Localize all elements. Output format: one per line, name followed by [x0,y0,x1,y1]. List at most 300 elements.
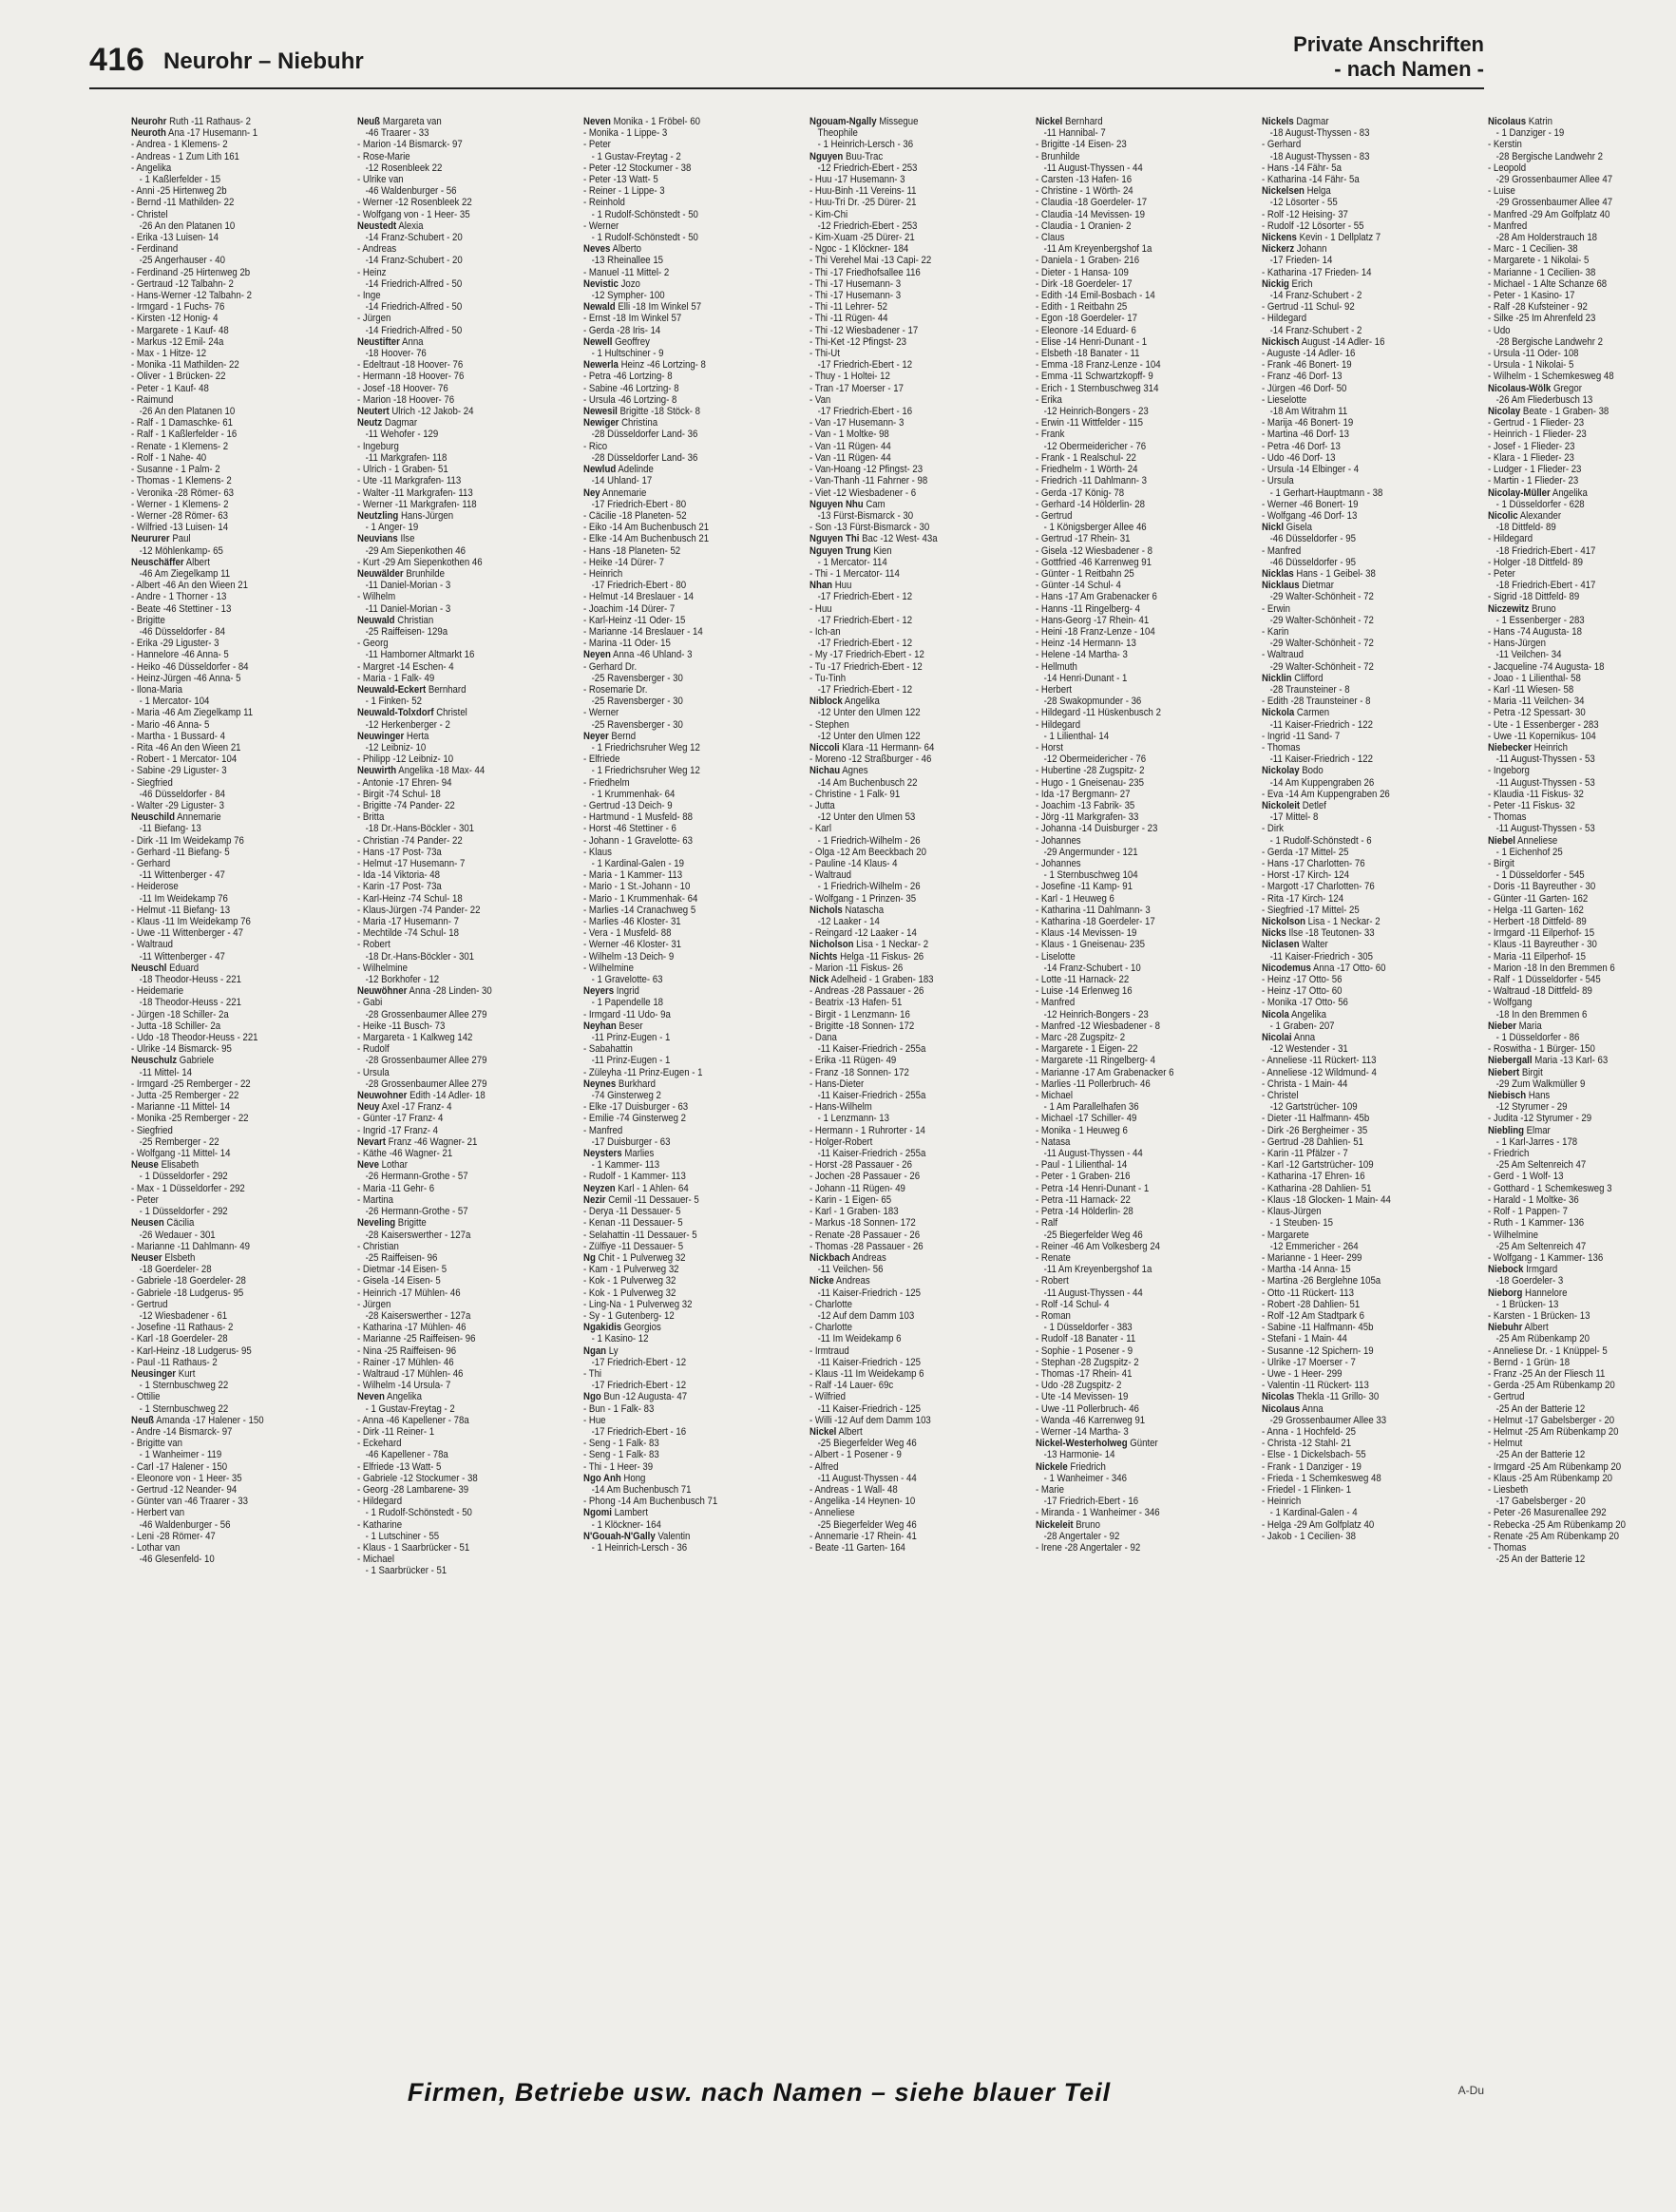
entry-detail: Alexia [396,219,424,232]
listing-entry: - Katharine [357,1518,403,1531]
listing-entry: - Andrea - 1 Klemens- 2 [131,139,228,151]
entry-detail: Missegue [876,116,919,127]
listing-entry: - Hans -17 Charlotten- 76 [1262,858,1365,869]
surname-entry [583,116,771,127]
listing-entry: - Vera - 1 Musfeld- 88 [583,927,672,940]
listing-entry: - Carsten -13 Hafen- 16 [1036,174,1133,186]
listing-entry: - Ida -14 Viktoria- 48 [357,869,440,882]
address-line: -74 Ginsterweg 2 [591,1090,661,1102]
listing-entry: - Karin [1262,625,1289,638]
address-line: -11 August-Thyssen - 53 [1495,776,1595,789]
listing-entry: - Michael [357,1554,395,1566]
surname-entry [1262,116,1450,127]
surname-entry [357,615,545,626]
listing-entry: - Christel [131,208,168,220]
listing-entry: - Pauline -14 Klaus- 4 [809,858,898,869]
surname-entry [583,1473,771,1484]
entry-detail: Huu [832,580,852,592]
listing-entry: - Irene -28 Angertaler - 92 [1036,1541,1141,1554]
listing-entry: - Katharina -17 Ehren- 16 [1262,1171,1365,1183]
entry-detail: Carmen [1294,707,1330,719]
listing-entry: - Gertrud [1488,1391,1525,1403]
surname-entry [1262,580,1450,591]
entry-detail: Elmar [1523,1124,1551,1136]
listing-entry: - Paul - 1 Lilienthal- 14 [1036,1159,1128,1172]
listing-entry: - Christel [1262,1090,1299,1102]
listing-entry: - Marion -18 In den Bremmen 6 [1488,962,1615,974]
entry-detail: Klara -11 Hermann- 64 [839,741,935,753]
surname-entry [357,1217,545,1229]
address-line: - 1 Papendelle 18 [591,997,664,1009]
listing-entry: - Gertrud -17 Rhein- 31 [1036,533,1131,545]
address-line: -18 Theodor-Heuss - 221 [139,997,241,1009]
surname: Nickele [1036,1460,1068,1473]
entry-detail: Bernd [608,730,637,742]
address-line: -25 Ravensberger - 30 [591,696,683,708]
address-line: - 1 Kasino- 12 [591,1333,649,1345]
address-line: -28 Angertaler - 92 [1043,1530,1120,1542]
listing-entry: - Sabine -46 Lortzing- 8 [583,382,679,394]
listing-entry: - Wilhelmine [1488,1229,1538,1241]
listing-entry: - Ralf [1036,1217,1057,1230]
listing-entry: - Ilona-Maria [131,683,183,696]
address-line: - 1 Rudolf-Schönstedt - 50 [591,208,698,220]
surname: Nguyen Thi [809,533,860,545]
listing-entry: - Horst -17 Kirch- 124 [1262,869,1349,882]
listing-entry: - My -17 Friedrich-Ebert - 12 [809,649,924,661]
surname: Nguyen [809,150,844,162]
address-line: -29 Walter-Schönheit - 72 [1269,660,1374,673]
entry-detail: Hans-Jürgen [398,509,454,522]
surname: Nicolaus [1488,116,1527,127]
surname-entry [1488,603,1676,615]
surname: Neuse [131,1159,159,1172]
listing-entry: - Karin -17 Post- 73a [357,881,442,893]
entry-detail: Annemarie [600,486,647,499]
surname: Newald [583,301,616,314]
listing-entry: - Robert -28 Dahlien- 51 [1262,1298,1361,1310]
listing-entry: - Helga -29 Am Golfplatz 40 [1262,1518,1375,1531]
surname: Ngouam-Ngally [809,116,877,127]
surname: Neutzling [357,509,399,522]
address-line: -25 Am Seltenreich 47 [1495,1240,1587,1252]
surname-entry [809,580,998,591]
listing-entry: - Udo -46 Dorf- 13 [1262,451,1336,464]
listing-entry: - Maria -11 Gehr- 6 [357,1182,435,1194]
listing-entry: - Alfred [809,1460,839,1473]
listing-entry: - Seng - 1 Falk- 83 [583,1449,659,1461]
listing-entry: - Friedhelm [583,776,630,789]
listing-entry: - Gertrud -13 Deich- 9 [583,799,673,811]
listing-entry: - Birgit [1488,858,1514,869]
listing-entry: - Josefine -11 Kamp- 91 [1036,881,1133,893]
listing-entry: - Erika -13 Luisen- 14 [131,232,219,244]
entry-detail: Bernhard [426,683,467,696]
surname-entry [809,499,998,510]
listing-entry: - Gertrud - 1 Flieder- 23 [1488,417,1585,429]
address-line: -12 Emmericher - 264 [1269,1240,1359,1252]
entry-detail: Heinz -46 Lortzing- 8 [618,359,706,372]
address-line: -11 Markgrafen- 118 [365,451,448,464]
entry-detail: Albert [836,1425,863,1438]
listing-entry: - Max - 1 Düsseldorfer - 292 [131,1182,245,1194]
surname: Nickisch [1262,335,1300,348]
address-line: -11 Am Kreyenbergshof 1a [1043,1264,1152,1276]
surname-entry [809,116,998,127]
listing-entry: - Silke -25 Im Ahrenfeld 23 [1488,313,1596,325]
listing-entry: - Katharina -17 Mühlen- 46 [357,1322,467,1334]
listing-entry: - Thomas -17 Rhein- 41 [1036,1367,1133,1380]
entry-detail: Johann [1294,243,1327,256]
listing-entry: - Ralf -14 Lauer- 69c [809,1380,894,1392]
listing-entry: - Dirk [1262,823,1284,835]
surname: Ngo Anh [583,1472,621,1484]
address-line: -14 Am Buchenbusch 71 [591,1483,692,1496]
listing-entry: - Katharina -11 Dahlmann- 3 [1036,904,1151,916]
surname: Newell [583,335,613,348]
surname: Neuroth [131,127,166,140]
surname-entry [1488,1125,1676,1136]
address-line: - 1 Kardinal-Galen - 4 [1269,1507,1358,1519]
surname: N'Gouah-N'Gally [583,1530,656,1542]
address-line: -11 Am Kreyenbergshof 1a [1043,243,1152,256]
listing-entry: - Friedel - 1 Flinken- 1 [1262,1483,1352,1496]
listing-entry: - Ling-Na - 1 Pulverweg 32 [583,1298,693,1310]
listing-entry: - Edith -28 Traunsteiner - 8 [1262,696,1371,708]
listing-entry: - Uwe -11 Wittenberger - 47 [131,927,243,940]
listing-entry: - Rudolf [357,1043,390,1056]
listing-entry: - Brigitte -14 Eisen- 23 [1036,139,1127,151]
address-line: -11 Prinz-Eugen - 1 [591,1055,671,1067]
entry-detail: Angelika [1288,1008,1326,1020]
listing-entry: - Ulrike -14 Bismarck- 95 [131,1043,232,1056]
listing-entry: - Angelika -14 Heynen- 10 [809,1496,916,1508]
entry-detail: Anna [1291,1032,1316,1044]
listing-entry: - Werner [583,707,619,719]
address-line: -17 Friedrich-Ebert - 12 [817,683,913,696]
address-line: -11 Kaiser-Friedrich - 125 [817,1402,921,1415]
listing-entry: - Anneliese -11 Rückert- 113 [1262,1055,1377,1067]
listing-entry: - Marie [1036,1483,1064,1496]
entry-detail: Hans - 1 Geibel- 38 [1293,567,1376,580]
listing-entry: - Annemarie -17 Rhein- 41 [809,1530,917,1542]
entry-detail: Anna -46 Uhland- 3 [610,649,693,661]
listing-column-6 [1262,116,1450,2054]
listing-entry: - Peter - 1 Graben- 216 [1036,1171,1131,1183]
address-line: - 1 Anger- 19 [365,522,419,534]
listing-entry: - Ralf -28 Kufsteiner - 92 [1488,301,1588,314]
listing-entry: - Werner -14 Martha- 3 [1036,1425,1129,1438]
listing-entry: - Van-Thanh -11 Fahrner - 98 [809,475,928,487]
listing-entry: - Marlies -46 Kloster- 31 [583,916,681,928]
address-line: - 1 Gustav-Freytag - 2 [591,150,681,162]
listing-entry: - Hildegard [1036,718,1081,731]
address-line: - 1 Gerhart-Hauptmann - 38 [1269,486,1383,499]
listing-entry: - Christine - 1 Wörth- 24 [1036,185,1133,198]
listing-entry: - Kerstin [1488,139,1522,151]
address-line: -28 Swakopmunder - 36 [1043,696,1142,708]
listing-entry: - Hans-Werner -12 Talbahn- 2 [131,290,252,302]
listing-entry: - Hildegard [357,1496,403,1508]
surname: Neustifter [357,335,400,348]
listing-entry: - Irmgard -25 Remberger - 22 [131,1077,251,1090]
listing-entry: - Hans-Jürgen [1488,638,1546,650]
surname-entry [583,649,771,660]
listing-entry: - Walter -11 Markgrafen- 113 [357,486,473,499]
address-line: -46 Glesenfeld- 10 [139,1554,215,1566]
listing-entry: - Carl -17 Halener - 150 [131,1460,228,1473]
listing-entry: - Markus -12 Emil- 24a [131,335,224,348]
address-line: -17 Friedrich-Ebert - 12 [817,591,913,603]
listing-entry: - Werner -12 Rosenbleek 22 [357,197,472,209]
page-number: 416 [89,42,145,78]
surname-entry [809,742,998,753]
listing-entry: - Katharina -17 Frieden- 14 [1262,266,1372,278]
surname-entry [1262,522,1450,533]
address-line: - 1 Saarbrücker - 51 [365,1565,448,1577]
surname-entry [357,684,545,696]
surname: Neuschl [131,962,167,974]
listing-entry: - Uwe -11 Kopernikus- 104 [1488,730,1596,742]
listing-entry: - Erika -29 Liguster- 3 [131,638,219,650]
surname: Neutz [357,417,383,429]
listing-entry: - Maria -46 Am Ziegelkamp 11 [131,707,254,719]
listing-entry: - Karin - 1 Eigen- 65 [809,1193,892,1206]
surname: Neustedt [357,219,397,232]
listing-entry: - Klaus -11 Im Weidekamp 76 [131,916,251,928]
surname: Neurohr [131,116,167,127]
address-line: -12 Sympher- 100 [591,290,665,302]
listing-entry: - Moreno -12 Straßburger - 46 [809,753,932,766]
entry-detail: Heinrich [1532,741,1568,753]
listing-entry: - Harald - 1 Moltke- 36 [1488,1193,1579,1206]
address-line: -28 Düsseldorfer Land- 36 [591,451,698,464]
entry-detail: Geoffrey [612,335,650,348]
listing-entry: - Mario -46 Anna- 5 [131,718,210,731]
listing-entry: - Ingeborg [1488,765,1530,777]
listing-entry: - Ursula -11 Oder- 108 [1488,348,1579,360]
listing-entry: - Emma -18 Franz-Lenze - 104 [1036,359,1161,372]
listing-entry: - Renate - 1 Klemens- 2 [131,440,229,452]
surname-entry [1262,1009,1450,1020]
listing-entry: - Horst -28 Passauer - 26 [809,1159,913,1172]
surname: Nicklin [1262,672,1292,684]
listing-entry: - Stephen [809,718,849,731]
surname-entry [357,1090,545,1101]
surname-entry [583,278,771,290]
listing-entry: - Ulrike -17 Moerser - 7 [1262,1356,1356,1368]
listing-entry: - Thi Verehel Mai -13 Capi- 22 [809,255,932,267]
surname: Ngan [583,1344,607,1357]
listing-entry: - Reingard -12 Laaker - 14 [809,927,917,940]
listing-entry: - Manfred [1262,544,1302,557]
listing-entry: - Wilfried [809,1391,846,1403]
listing-entry: - Claudia -14 Mevissen- 19 [1036,208,1145,220]
listing-entry: - Katharina -28 Dahlien- 51 [1262,1182,1372,1194]
entry-detail: Irmgard [1523,1264,1558,1276]
listing-entry: - Selahattin -11 Dessauer- 5 [583,1229,697,1241]
entry-detail: Dagmar [1293,116,1329,127]
address-line: - 1 Friedrichsruher Weg 12 [591,741,700,753]
listing-entry: - Erwin -11 Wittfelder - 115 [1036,417,1143,429]
address-line: -46 Düsseldorfer - 84 [139,788,225,800]
listing-entry: - Marlies -14 Cranachweg 5 [583,904,696,916]
entry-detail: Ly [606,1344,619,1357]
listing-entry: - Uwe -11 Pollerbruch- 46 [1036,1402,1139,1415]
listing-entry: - Ludger - 1 Flieder- 23 [1488,464,1582,476]
surname: Neven [357,1391,385,1403]
surname: Newesil [583,406,618,418]
surname: Neururer [131,533,170,545]
listing-entry: - Hildegard [1262,313,1307,325]
listing-entry: - Peter [583,139,611,151]
listing-entry: - Heiderose [131,881,179,893]
surname-entry [1262,765,1450,776]
surname-entry [357,510,545,522]
listing-entry: - Ursula - 1 Nikolai- 5 [1488,359,1574,372]
listing-entry: - Son -13 Fürst-Bismarck - 30 [809,522,930,534]
listing-entry: - Bernd - 1 Grün- 18 [1488,1356,1571,1368]
surname: Nickel [809,1425,837,1438]
listing-entry: - Horst [1036,741,1063,753]
listing-entry: - Elfriede [583,753,620,766]
listing-entry: - Edith - 1 Reitbahn 25 [1036,301,1128,314]
listing-entry: - Martina -46 Dorf- 13 [1262,429,1349,441]
listing-entry: - Thi - 1 Heer- 39 [583,1460,654,1473]
address-line: -12 Gartstrücher- 109 [1269,1101,1358,1114]
entry-detail: Elisabeth [158,1159,200,1172]
surname-entry [809,765,998,776]
listing-entry: - Werner [583,219,619,232]
address-line: - 1 Graben- 207 [1269,1020,1335,1032]
entry-detail: Elli -18 Im Winkel 57 [615,301,702,314]
listing-entry: - Heini -18 Franz-Lenze - 104 [1036,625,1155,638]
listing-entry: - Willi -12 Auf dem Damm 103 [809,1414,931,1426]
entry-detail: Karl - 1 Ahlen- 64 [615,1182,689,1194]
listing-entry: - Thi -11 Rügen- 44 [809,313,888,325]
address-line: -17 Friedrich-Ebert - 12 [817,638,913,650]
listing-entry: - Miranda - 1 Wanheimer - 346 [1036,1507,1160,1519]
listing-entry: - Wilhelm -14 Ursula- 7 [357,1380,451,1392]
listing-entry: - Ralf - 1 Düsseldorfer - 545 [1488,974,1601,986]
listing-entry: - Karsten - 1 Brücken- 13 [1488,1309,1590,1322]
listing-entry: - Brigitte [131,614,165,626]
listing-entry: - Josefine -11 Rathaus- 2 [131,1322,234,1334]
listing-entry: - Claudia - 1 Oranien- 2 [1036,219,1132,232]
address-line: -11 Biefang- 13 [139,823,201,835]
listing-entry: - Sabine -29 Liguster- 3 [131,765,227,777]
surname: Niczewitz [1488,602,1530,615]
address-line: -14 Franz-Schubert - 20 [365,255,463,267]
listing-entry: - Georg [357,638,389,650]
listing-entry: - Seng - 1 Falk- 83 [583,1438,659,1450]
listing-entry: - Kam - 1 Pulverweg 32 [583,1264,679,1276]
listing-entry: - Daniela - 1 Graben- 216 [1036,255,1140,267]
listing-entry: - Erika [1036,393,1062,406]
surname-entry [131,811,319,823]
listing-entry: - Günter -11 Garten- 162 [1488,892,1589,905]
listing-entry: - Klaus -11 Bayreuther - 30 [1488,939,1597,951]
listing-entry: - Luise [1488,185,1515,198]
listing-entry: - Gertraud -12 Talbahn- 2 [131,277,234,290]
surname: Nickels [1262,116,1294,127]
surname: Neuß [357,116,381,127]
listing-entry: - Petra -14 Hölderlin- 28 [1036,1206,1133,1218]
entry-detail: Monika - 1 Fröbel- 60 [610,116,701,127]
surname-entry [131,963,319,974]
listing-entry: - Hans-Georg -17 Rhein- 41 [1036,614,1150,626]
entry-detail: Anna -28 Linden- 30 [407,985,492,998]
surname: Nicolas [1262,1391,1295,1403]
listing-entry: - Ute -14 Mevissen- 19 [1036,1391,1129,1403]
surname: Neuwöhner [357,985,408,998]
listing-entry: - Gotthard - 1 Schemkesweg 3 [1488,1182,1612,1194]
address-line: -11 August-Thyssen - 44 [1043,1287,1143,1299]
listing-entry: - Jutta [809,799,835,811]
entry-detail: Annemarie [174,811,221,824]
listing-entry: - Monika - 1 Heuweg 6 [1036,1124,1128,1136]
listing-entry: - Dirk -18 Goerdeler- 17 [1036,277,1133,290]
listing-entry: - Phong -14 Am Buchenbusch 71 [583,1496,718,1508]
listing-entry: - Margareta - 1 Kalkweg 142 [357,1032,473,1044]
surname: Neuwald-Tolxdorf [357,707,434,719]
entry-detail: Paul [169,533,191,545]
listing-entry: - Helmut -14 Breslauer - 14 [583,591,695,603]
listing-entry: - Christa -12 Stahl- 21 [1262,1438,1352,1450]
entry-detail: Friedrich [1067,1460,1106,1473]
listing-entry: - Helmut -17 Husemann- 7 [357,858,466,869]
surname-entry [1488,1090,1676,1101]
listing-entry: - Eleonore von - 1 Heer- 35 [131,1472,242,1484]
address-line: -11 Im Weidekamp 76 [139,892,228,905]
entry-detail: Georgios [621,1322,661,1334]
surname: Nickola [1262,707,1295,719]
entry-detail: Birgit [1519,1066,1543,1078]
listing-entry: - Marion -14 Bismarck- 97 [357,139,463,151]
listing-entry: - Heinrich - 1 Flieder- 23 [1488,429,1587,441]
surname: Nguyen Nhu [809,498,864,510]
address-line: -11 August-Thyssen - 44 [1043,1148,1143,1160]
address-line: -25 An der Batterie 12 [1495,1402,1586,1415]
listing-entry: - Emma -11 Schwartzkopff- 9 [1036,371,1153,383]
listing-entry: - Thi -12 Wiesbadener - 17 [809,324,919,336]
listing-entry: - Udo -18 Theodor-Heuss - 221 [131,1032,258,1044]
entry-detail: Walter [1299,939,1328,951]
surname-entry [1488,1020,1676,1032]
surname: Niebock [1488,1264,1524,1276]
listing-entry: - Dietmar -14 Eisen- 5 [357,1264,448,1276]
surname: Nicolaus [1262,1402,1301,1415]
address-line: -11 Hannibal- 7 [1043,127,1106,140]
address-line: -25 Am Seltenreich 47 [1495,1159,1587,1172]
listing-entry: - Klaus - 1 Gneisenau- 235 [1036,939,1145,951]
entry-detail: Albert [1522,1322,1549,1334]
listing-entry: - Michael - 1 Alte Schanze 68 [1488,277,1608,290]
listing-entry: - Katharina -14 Fähr- 5a [1262,174,1360,186]
listing-entry: - Christian -74 Pander- 22 [357,834,463,847]
listing-entry: - Werner -46 Kloster- 31 [583,939,682,951]
listing-entry: - Inge [357,290,381,302]
listing-entry: - Philipp -12 Leibniz- 10 [357,753,454,766]
entry-detail: Hong [620,1472,646,1484]
listing-entry: - Klaus -11 Im Weidekamp 6 [809,1367,924,1380]
footer-note: Firmen, Betriebe usw. nach Namen – siehe blauer Teil [407,2078,1112,2107]
entry-detail: Erich [1288,277,1313,290]
surname-entry [131,1159,319,1171]
listing-entry: - Franz -18 Sonnen- 172 [809,1066,909,1078]
surname-entry [1262,278,1450,290]
address-line: -28 Grossenbaumer Allee 279 [365,1055,487,1067]
